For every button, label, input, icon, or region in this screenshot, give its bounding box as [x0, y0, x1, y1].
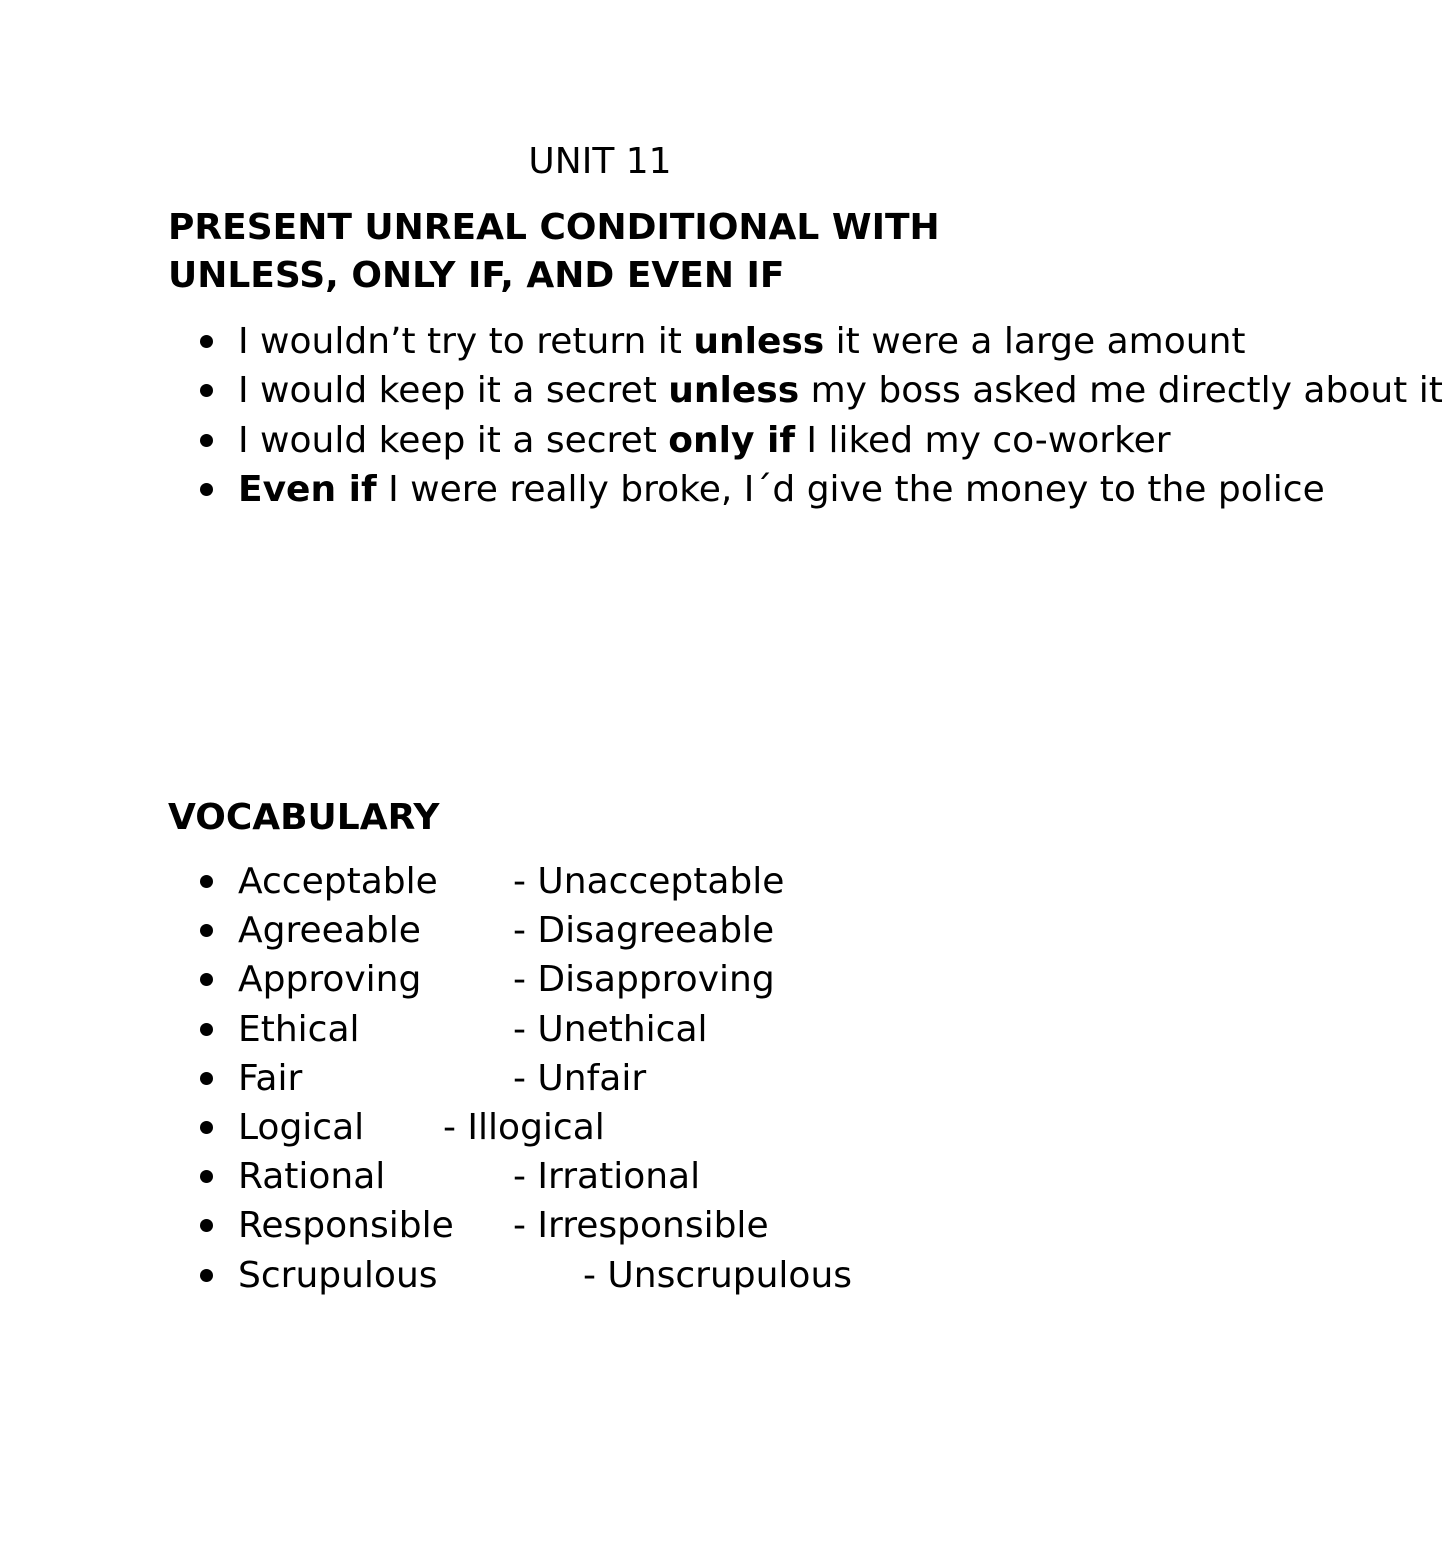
- vocab-opposite: - Disagreeable: [513, 910, 775, 952]
- vocab-word: Acceptable: [238, 861, 438, 902]
- bullet-icon: [200, 1219, 213, 1232]
- grammar-heading: [168, 204, 1068, 300]
- vocab-opposite: - Unethical: [513, 1008, 708, 1050]
- vocab-word: Ethical: [238, 1008, 360, 1050]
- vocabulary-heading: VOCABULARY: [168, 797, 440, 838]
- vocab-opposite: - Unacceptable: [513, 861, 785, 902]
- vocab-item: [238, 1152, 1058, 1201]
- vocab-item: [238, 906, 1058, 955]
- unit-title: UNIT 11: [528, 141, 672, 182]
- vocab-word: Approving: [238, 959, 422, 1001]
- bullet-icon: [200, 1023, 213, 1036]
- example-list: [238, 317, 1443, 515]
- keyword: Even if: [238, 469, 377, 511]
- vocab-opposite: - Irresponsible: [513, 1205, 769, 1247]
- bullet-icon: [200, 483, 213, 496]
- example-item: I would keep it a secret only if I liked my co-worker: [238, 416, 1058, 465]
- bullet-icon: [200, 434, 213, 447]
- vocab-opposite: - Illogical: [443, 1106, 605, 1148]
- bullet-icon: [200, 875, 213, 888]
- vocab-opposite: - Irrational: [513, 1156, 701, 1198]
- bullet-icon: [200, 924, 213, 937]
- bullet-icon: [200, 1072, 213, 1085]
- vocab-word: Responsible: [238, 1205, 454, 1247]
- example-item: Even if I were really broke, I´d give the money to the police: [238, 465, 1058, 514]
- vocabulary-list: [238, 857, 1058, 1300]
- vocab-item: [238, 1251, 1058, 1300]
- vocab-word: Logical: [238, 1106, 365, 1148]
- vocab-item: [238, 1005, 1058, 1054]
- vocab-word: Fair: [238, 1057, 303, 1099]
- bullet-icon: [200, 335, 213, 348]
- vocab-item: [238, 857, 1058, 906]
- keyword: only if: [668, 419, 795, 461]
- vocab-item: [238, 1201, 1058, 1250]
- example-item: I would keep it a secret unless my boss asked me directly about it: [238, 366, 1058, 415]
- vocab-word: Scrupulous: [238, 1254, 438, 1296]
- keyword: unless: [668, 370, 800, 412]
- vocab-item: [238, 1054, 1058, 1103]
- bullet-icon: [200, 1121, 213, 1134]
- keyword: unless: [693, 321, 825, 362]
- bullet-icon: [200, 384, 213, 397]
- vocab-word: Rational: [238, 1156, 386, 1198]
- vocab-item: [238, 955, 1058, 1004]
- bullet-icon: [200, 973, 213, 986]
- vocab-opposite: - Unfair: [513, 1057, 647, 1099]
- bullet-icon: [200, 1269, 213, 1282]
- bullet-icon: [200, 1170, 213, 1183]
- grammar-heading-line-2: UNLESS, ONLY IF, AND EVEN IF: [168, 255, 785, 296]
- vocab-word: Agreeable: [238, 910, 421, 952]
- vocab-opposite: - Disapproving: [513, 959, 775, 1001]
- grammar-heading-line-1: PRESENT UNREAL CONDITIONAL WITH: [168, 207, 940, 248]
- vocab-item: [238, 1103, 1058, 1152]
- example-item: I wouldn’t try to return it unless it were a large amount: [238, 317, 1058, 366]
- vocab-opposite: - Unscrupulous: [583, 1254, 853, 1296]
